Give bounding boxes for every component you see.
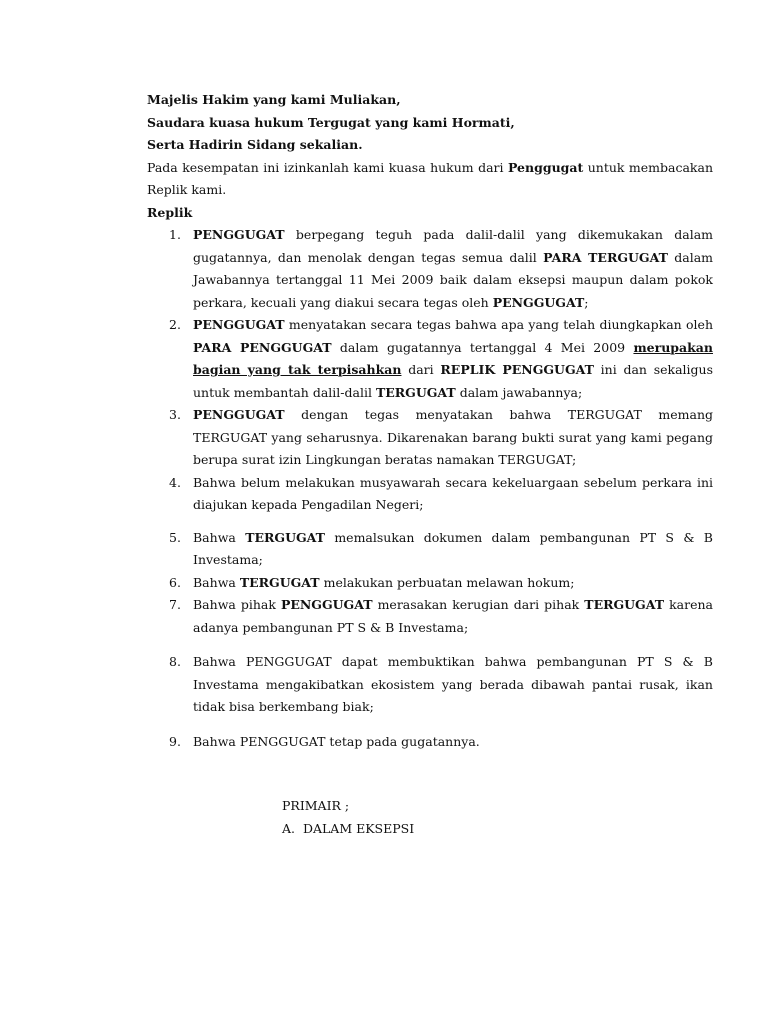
list-item: 2. PENGGUGAT menyatakan secara tegas bahwa apa yang telah diungkapkan oleh PARA PENGGUGAT dalam gugatannya tertanggal 4 Mei 2009 merupakan bagian yang tak terpisahkan dari REPLIK PENGGUGAT ini dan sekaligus untuk membantah dalil-dalil TERGUGAT dalam jawabannya; [169, 317, 714, 400]
intro-paragraph: Pada kesempatan ini izinkanlah kami kuasa hukum dari Penggugat untuk membacakan Replik kami. [147, 159, 713, 197]
eksepsi-heading: A. DALAM EKSEPSI [282, 821, 415, 836]
list-item: 4. Bahwa belum melakukan musyawarah secara kekeluargaan sebelum perkara ini diajukan kepada Pengadilan Negeri; [169, 474, 713, 512]
list-item: 8. Bahwa PENGGUGAT dapat membuktikan bahwa pembangunan PT S & B Investama mengakibatkan ekosistem yang berada dibawah pantai rusak, ikan tidak bisa berkembang biak; [169, 654, 713, 714]
replik-list [147, 224, 713, 753]
list-item: 9. Bahwa PENGGUGAT tetap pada gugatannya. [169, 733, 480, 749]
primair-label: PRIMAIR ; [282, 798, 350, 813]
salutation-audience: Serta Hadirin Sidang sekalian. [147, 137, 363, 152]
salutation-judges: Majelis Hakim yang kami Muliakan, [147, 92, 401, 107]
list-item: 3. PENGGUGAT dengan tegas menyatakan bahwa TERGUGAT memang TERGUGAT yang seharusnya. Dikarenakan barang bukti surat yang kami pegang berupa surat izin Lingkungan beratas namakan TERGUGAT; [169, 407, 713, 467]
list-item: 7. Bahwa pihak PENGGUGAT merasakan kerugian dari pihak TERGUGAT karena adanya pembangunan PT S & B Investama; [169, 597, 713, 635]
list-item: 6. Bahwa TERGUGAT melakukan perbuatan melawan hokum; [169, 574, 575, 590]
list-item: 5. Bahwa TERGUGAT memalsukan dokumen dalam pembangunan PT S & B Investama; [169, 529, 713, 567]
list-item: 1. PENGGUGAT berpegang teguh pada dalil-dalil yang dikemukakan dalam gugatannya, dan menolak dengan tegas semua dalil PARA TERGUGAT dalam Jawabannya tertanggal 11 Mei 2009 baik dalam eksepsi maupun dalam pokok perkara, kecuali yang diakui secara tegas oleh PENGGUGAT; [169, 227, 713, 310]
document-body [147, 89, 713, 753]
closing-section [282, 794, 414, 840]
salutation-counsel: Saudara kuasa hukum Tergugat yang kami Hormati, [147, 114, 515, 130]
replik-heading: Replik [147, 204, 193, 220]
